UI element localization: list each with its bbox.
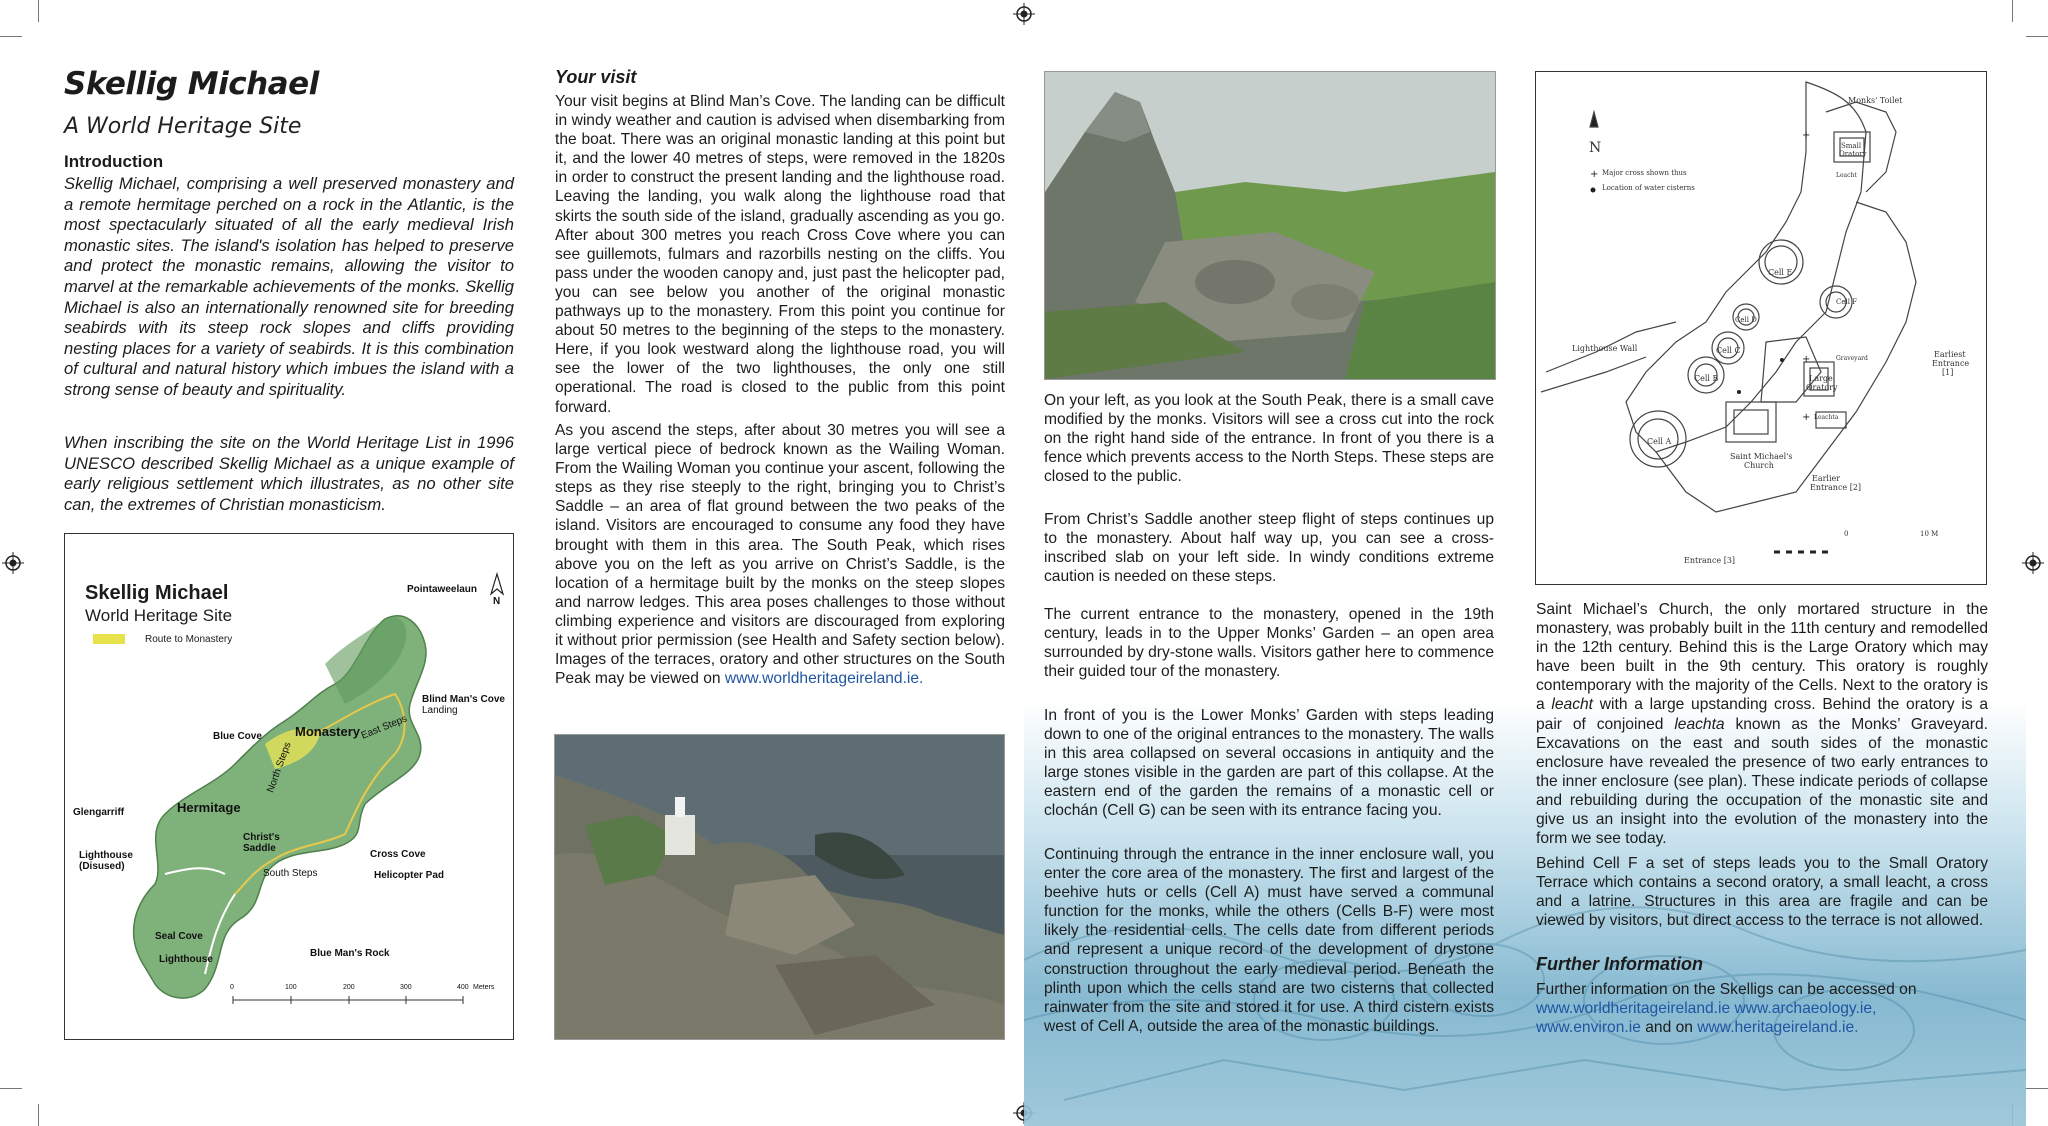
crop-mark	[0, 36, 22, 37]
plan-label: Leacht	[1836, 172, 1857, 179]
registration-mark-icon	[1013, 3, 1035, 25]
plan-north-label: N	[1589, 140, 1602, 156]
plan-label: Leachta	[1814, 414, 1839, 421]
map-label: Seal Cove	[155, 931, 203, 942]
map-label: Lighthouse	[79, 850, 133, 861]
map-label: (Disused)	[79, 861, 125, 872]
further-information-text	[1536, 980, 1988, 1037]
map-label: Glengarriff	[73, 807, 125, 818]
map-subtitle: World Heritage Site	[85, 606, 233, 625]
plan-label: Cell F	[1836, 298, 1858, 306]
map-label: Monastery	[295, 724, 361, 739]
plan-label: Cell A	[1647, 437, 1672, 446]
map-label: Helicopter Pad	[374, 870, 445, 881]
plan-label: Church	[1744, 461, 1774, 470]
scale-tick-label: 0	[230, 984, 234, 991]
your-visit-paragraph: Your visit begins at Blind Man’s Cove. The landing can be difficult in windy weather and caution is advised when disembarking from the boat. There was an original monastic landing at this point but it, and the lower 40 metres of steps, were removed in the 1820s in order to construct the present landing and the lighthouse road. Leaving the landing, you walk along the lighthouse road that skirts the south side of the island, gradually ascending as you go. After about 300 metres you reach Cross Cove where you can see guillemots, fulmars and razorbills nesting on the cliffs. You pass under the wooden canopy and, just past the helicopter pad, you can see below you another of the original monastic pathways up to the monastery. From this point you continue for about 50 metres to the beginning of the steps to the monastery. Here, if you look westward along the lighthouse road, you will see the lower of the two lighthouses, the only one still operational. The road is closed to the public from this point forward.	[555, 93, 1005, 416]
cave-paragraph: On your left, as you look at the South Peak, there is a small cave modified by the monks. Visitors will see a cross cut into the rock on the right hand side of the entrance. In front of you there is a fence which prevents access to the North Steps. These steps are closed to the public.	[1044, 392, 1494, 486]
page-title: Skellig Michael	[64, 66, 319, 102]
terrace-paragraph: Behind Cell F a set of steps leads you to the Small Oratory Terrace which contains a second oratory, a small leacht, a cross and a latrine. Structures in this area are fragile and can be viewed by visitors, but direct access to the terrace is not allowed.	[1536, 855, 1988, 930]
plan-label: Earlier	[1812, 474, 1841, 483]
map-north-label: N	[493, 596, 501, 607]
registration-mark-icon	[2022, 552, 2044, 574]
map-label: Hermitage	[177, 800, 241, 815]
plan-label: 10 M	[1920, 530, 1939, 538]
plan-label: Entrance [3]	[1684, 556, 1736, 565]
ascent-paragraph	[555, 421, 1005, 688]
worldheritage-link[interactable]: www.worldheritageireland.ie.	[724, 670, 924, 688]
crop-mark	[2026, 1088, 2048, 1089]
plan-legend-cistern: Location of water cisterns	[1602, 184, 1695, 192]
plan-label: Graveyard	[1836, 355, 1868, 362]
plan-drawing	[1536, 72, 1986, 584]
lighthouse-photo	[554, 734, 1005, 1040]
leacht-term: leacht	[1551, 696, 1594, 714]
plan-label: Small	[1841, 142, 1862, 150]
crop-mark	[2026, 36, 2048, 37]
page-subtitle: A World Heritage Site	[64, 114, 302, 139]
lower-garden-paragraph: In front of you is the Lower Monks’ Garden with steps leading down to one of the original entrances to the monastery. The walls in this area collapsed on several occasions in antiquity and the large stones visible in the garden are part of this collapse. At the eastern end of the garden the remains of a monastic cell or clochán (Cell G) can be seen with its entrance facing you.	[1044, 707, 1494, 820]
crop-mark	[38, 0, 39, 22]
plan-label: Cell D	[1735, 316, 1757, 324]
plan-label: Oratory	[1839, 150, 1867, 158]
environ-link[interactable]: www.environ.ie	[1536, 1019, 1641, 1037]
further-intro-text: Further information on the Skelligs can be accessed on	[1536, 981, 1917, 998]
plan-label: Lighthouse Wall	[1572, 344, 1638, 353]
church-text: known as the Monks’ Graveyard. Excavations on the east and south sides of the monastic enclosure have revealed the presence of two early entrances to the inner enclosure (see plan). These indicate periods of collapse and rebuilding during the occupation of the monastic site and give us an insight into the evolution of the monastery into the form we see today.	[1536, 715, 1988, 848]
north-arrow-icon	[1590, 112, 1598, 127]
map-label: Lighthouse	[159, 954, 213, 965]
plan-label: Large	[1809, 374, 1833, 383]
map-legend-route: Route to Monastery	[145, 634, 233, 645]
map-label: Landing	[422, 705, 458, 716]
plan-label: Cell E	[1768, 268, 1793, 277]
scale-tick-label: 200	[343, 984, 355, 991]
map-label: Blue Man's Rock	[310, 948, 390, 959]
map-label: South Steps	[263, 868, 318, 879]
further-information-heading: Further Information	[1536, 954, 1703, 974]
map-label: Cross Cove	[370, 849, 426, 860]
leachta-term: leachta	[1674, 715, 1725, 733]
map-label: Blue Cove	[213, 731, 262, 742]
map-title: Skellig Michael	[85, 582, 229, 604]
plan-label: Earliest	[1934, 350, 1966, 359]
archaeology-link[interactable]: www.archaeology.ie,	[1734, 1000, 1877, 1018]
svg-text:+: +	[1802, 354, 1811, 365]
map-label: North Steps	[265, 740, 294, 795]
map-label: East Steps	[359, 713, 409, 742]
church-paragraph	[1536, 600, 1988, 848]
entrance-paragraph: The current entrance to the monastery, opened in the 19th century, leads in to the Upper Monks’ Garden – an open area surrounded by dry-stone walls. Visitors gather here to commence their guided tour of the monastery.	[1044, 606, 1494, 681]
heritageireland-link[interactable]: www.heritageireland.ie.	[1697, 1019, 1859, 1037]
church-text: Saint Michael’s Church, the only mortared structure in the monastery, was probably built in the 11th century and remodelled in the 12th century. Behind this is the Large Oratory which may have been built in the 9th century. This oratory is roughly contemporary with the majority of the Cells. Next to the oratory is a	[1536, 601, 1988, 714]
plan-label: Oratory	[1806, 383, 1838, 392]
map-label: Blind Man's Cove	[422, 694, 505, 705]
plan-label: Entrance	[1932, 359, 1970, 368]
scale-tick-label: 100	[285, 984, 297, 991]
scale-tick-label: 300	[400, 984, 412, 991]
crop-mark	[38, 1104, 39, 1126]
map-label: Christ's	[243, 832, 280, 843]
plan-label: Cell C	[1716, 346, 1741, 355]
church-text: with a large upstanding cross. Behind the oratory is a pair of conjoined	[1536, 696, 1988, 733]
plan-legend-cross: Major cross shown thus	[1602, 169, 1687, 177]
registration-mark-icon	[2, 552, 24, 574]
plan-label: Monks' Toilet	[1848, 96, 1903, 105]
crop-mark	[0, 1088, 22, 1089]
saddle-paragraph: From Christ’s Saddle another steep flight of steps continues up to the monastery. About half way up, you can see a cross-inscribed slab on your left side. In windy conditions extreme caution is needed on these steps.	[1044, 511, 1494, 586]
cells-paragraph: Continuing through the entrance in the inner enclosure wall, you enter the core area of the monastery. The first and largest of the beehive huts or cells (Cell A) must have served a communal function for the monks, while the others (Cells B-F) were most likely the residential cells. The cells date from different periods and represent a unique record of the development of drystone construction throughout the early medieval period. Beneath the plinth upon which the cells stand are two cisterns that collected rainwater from the site and stored it for use. A third cistern exists west of Cell A, outside the area of the monastic buildings.	[1044, 846, 1494, 1035]
crop-mark	[2012, 0, 2013, 22]
unesco-paragraph: When inscribing the site on the World Heritage List in 1996 UNESCO described Skellig Michael as a unique example of early religious settlement which illustrates, as no other site can, the extremes of Christian monasticism.	[64, 433, 514, 514]
your-visit-heading: Your visit	[555, 67, 637, 87]
introduction-paragraph: Skellig Michael, comprising a well preserved monastery and a remote hermitage perched on a rock in the Atlantic, is the most spectacularly situated of all the early medieval Irish monastic sites. The island's isolation has helped to preserve and protect the monastic remains, allowing the visitor to marvel at the remarkable achievements of the monks. Skellig Michael is also an internationally renowned site for breeding seabirds with its steep rock slopes and cliffs providing nesting places for a variety of seabirds. It is this combination of cultural and natural history which imbues the island with a strong sense of beauty and spirituality.	[64, 174, 514, 399]
scale-tick-label: 400	[457, 984, 469, 991]
scale-unit-label: Meters	[473, 984, 495, 991]
map-label: Pointaweelaun	[407, 584, 478, 595]
and-on-text: and on	[1645, 1019, 1693, 1037]
north-arrow-icon	[491, 574, 503, 594]
plan-label: [1]	[1942, 368, 1954, 377]
plan-label: Saint Michael's	[1730, 452, 1793, 461]
svg-text:+: +	[1802, 130, 1811, 141]
map-label: Saddle	[243, 843, 276, 854]
monastery-photo	[1044, 71, 1496, 380]
svg-text:+: +	[1590, 169, 1599, 180]
ascent-text: As you ascend the steps, after about 30 metres you will see a large vertical piece of bedrock known as the Wailing Woman. From the Wailing Woman you continue your ascent, following the steps as they rise steeply to the right, bringing you to Christ’s Saddle – an area of flat ground between the two peaks of the island. Visitors are encouraged to consume any food they have brought with them in this area. The South Peak, which rises above you on the left as you arrive on Christ’s Saddle, is the location of a hermitage built by the monks on the steep slopes and narrow ledges. This area poses challenges to those without climbing experience and visitors are discouraged from exploring it without prior permission (see Health and Safety section below). Images of the terraces, oratory and other structures on the South Peak may be viewed on	[555, 422, 1005, 688]
island-map	[64, 533, 514, 1040]
plan-label: Cell B	[1694, 374, 1719, 383]
plan-label: 0	[1844, 530, 1849, 538]
svg-text:+: +	[1802, 412, 1811, 423]
introduction-heading: Introduction	[64, 152, 164, 171]
plan-label: Entrance [2]	[1810, 483, 1862, 492]
monastery-plan	[1535, 71, 1987, 585]
worldheritage-link[interactable]: www.worldheritageireland.ie	[1536, 1000, 1731, 1018]
